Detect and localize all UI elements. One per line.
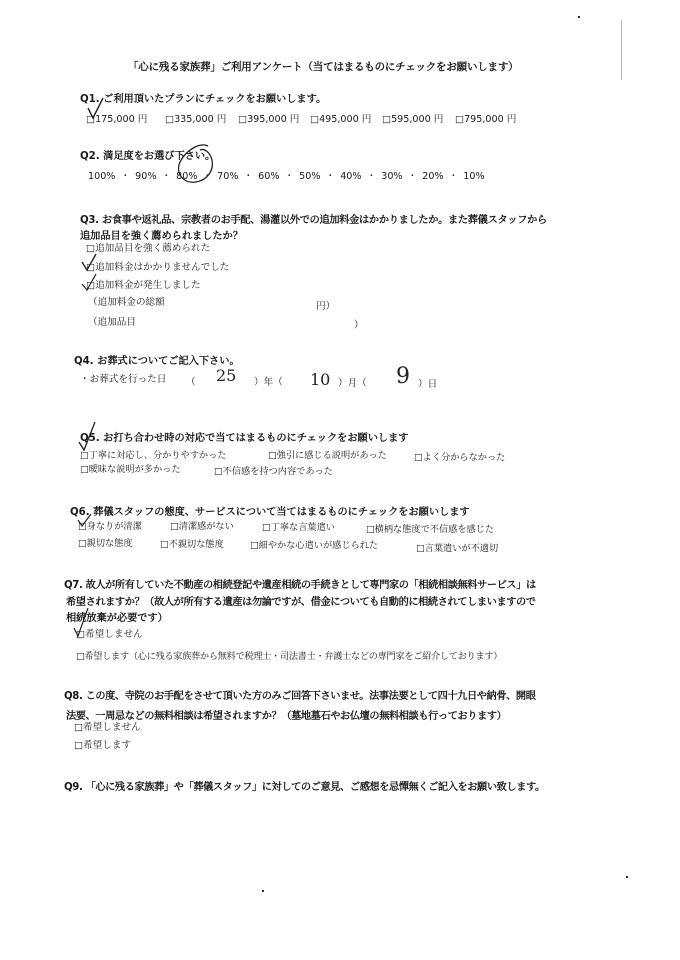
- handwritten-circle-mark: [172, 140, 222, 188]
- q1-option-175000[interactable]: □175,000 円: [86, 114, 148, 125]
- handwritten-check-mark: [80, 252, 102, 292]
- q4-date-label: ・お葬式を行った日: [80, 374, 167, 385]
- q6-option-inappropriate-language[interactable]: □言葉遣いが不適切: [416, 543, 499, 554]
- q5-option-pushy[interactable]: □強引に感じる説明があった: [268, 450, 387, 461]
- q4-day-unit: ）日: [418, 379, 438, 390]
- q5-question: Q5. お打ち合わせ時の対応で当てはまるものにチェックをお願いします: [80, 433, 409, 444]
- q2-satisfaction-scale[interactable]: 100% ・ 90% ・ 80% ・ 70% ・ 60% ・ 50% ・ 40% ・ 30% ・ 20% ・ 10%: [88, 171, 485, 182]
- q6-option-attentive[interactable]: □細やかな心遣いが感じられた: [250, 540, 379, 551]
- q3-items-close: ）: [354, 320, 364, 331]
- q7-option-yes[interactable]: □希望します（心に残る家族葬から無料で税理士・司法書士・弁護士などの専門家をご紹介しております）: [76, 651, 503, 662]
- q6-option-clean-appearance[interactable]: □身なりが清潔: [78, 521, 142, 532]
- q7-question-line1: Q7. 故人が所有していた不動産の相続登記や遺産相続の手続きとして専門家の「相続相談無料サービス」は: [64, 580, 536, 591]
- q4-year-unit: ）年（: [254, 377, 283, 388]
- q3-option-no-extra-fee[interactable]: □追加料金はかかりませんでした: [86, 262, 230, 273]
- q1-question: Q1. ご利用頂いたプランにチェックをお願いします。: [80, 94, 327, 105]
- handwritten-check-mark: [76, 512, 94, 528]
- q8-question-line2: 法要、一周忌などの無料相談は希望されますか？（墓地墓石やお仏壇の無料相談も行っております）: [66, 711, 507, 722]
- q5-option-vague[interactable]: □曖昧な説明が多かった: [80, 464, 181, 475]
- q6-question: Q6. 葬儀スタッフの態度、サービスについて当てはまるものにチェックをお願いします: [70, 507, 470, 518]
- q5-option-polite[interactable]: □丁寧に対応し、分かりやすかった: [80, 450, 227, 461]
- q3-amount-unit: 円）: [316, 301, 336, 312]
- q9-question: Q9. 「心に残る家族葬」や「葬儀スタッフ」に対してのご意見、ご感想を忌憚無くご記入をお願い致します。: [64, 782, 545, 793]
- q5-option-distrust[interactable]: □不信感を持つ内容であった: [214, 466, 333, 477]
- q8-option-no[interactable]: □希望しません: [74, 722, 141, 733]
- q8-question-line1: Q8. この度、寺院のお手配をさせて頂いた方のみご回答下さいませ。法事法要として四十九日や納骨、開眼: [64, 691, 536, 702]
- q4-day-value[interactable]: 9: [396, 364, 410, 389]
- q3-option-recommended[interactable]: □追加品目を強く薦められた: [86, 243, 211, 254]
- q4-open-paren: （: [186, 377, 196, 388]
- q4-month-value[interactable]: 10: [310, 370, 331, 389]
- q4-year-value[interactable]: 25: [216, 366, 237, 385]
- q7-question-line3: 相続放棄が必要です）: [66, 613, 168, 624]
- q3-items-label: （追加品目: [88, 317, 136, 328]
- q1-option-495000[interactable]: □495,000 円: [310, 114, 372, 125]
- q1-option-595000[interactable]: □595,000 円: [382, 114, 444, 125]
- q3-option-extra-fee[interactable]: □追加料金が発生しました: [86, 280, 201, 291]
- q1-option-795000[interactable]: □795,000 円: [455, 114, 517, 125]
- q2-question: Q2. 満足度をお選び下さい。: [80, 151, 216, 162]
- handwritten-check-mark: [77, 420, 99, 454]
- q6-option-arrogant[interactable]: □横柄な態度で不信感を感じた: [366, 524, 495, 535]
- scan-speck: [262, 890, 264, 892]
- scan-speck: [626, 876, 628, 878]
- q1-option-335000[interactable]: □335,000 円: [165, 114, 227, 125]
- q6-option-polite-language[interactable]: □丁寧な言葉遣い: [262, 522, 335, 533]
- q4-question: Q4. お葬式についてご記入下さい。: [74, 356, 240, 367]
- q1-option-395000[interactable]: □395,000 円: [238, 114, 300, 125]
- q5-option-unclear[interactable]: □よく分からなかった: [414, 452, 506, 463]
- q3-amount-label: （追加料金の総額: [88, 297, 165, 308]
- q6-option-kind[interactable]: □親切な態度: [78, 538, 133, 549]
- q7-option-no[interactable]: □希望しません: [76, 629, 143, 640]
- survey-title: 「心に残る家族葬」ご利用アンケート（当てはまるものにチェックをお願いします）: [128, 61, 519, 73]
- q6-option-not-clean[interactable]: □清潔感がない: [170, 521, 234, 532]
- scan-speck: [578, 16, 580, 18]
- q3-question-line2: 追加品目を強く薦められましたか？: [80, 231, 243, 242]
- handwritten-check-mark: [72, 606, 92, 638]
- q3-question-line1: Q3. お食事や返礼品、宗教者のお手配、湯灌以外での追加料金はかかりましたか。また葬儀スタッフから: [80, 215, 547, 226]
- scan-speck: [621, 20, 622, 80]
- q6-option-unkind[interactable]: □不親切な態度: [160, 539, 224, 550]
- handwritten-check-mark: [85, 96, 107, 122]
- q7-question-line2: 希望されますか？（故人が所有する遺産は勿論ですが、借金についても自動的に相続されてしまいますので: [66, 597, 536, 608]
- q8-option-yes[interactable]: □希望します: [74, 740, 132, 751]
- q4-month-unit: ）月（: [338, 378, 367, 389]
